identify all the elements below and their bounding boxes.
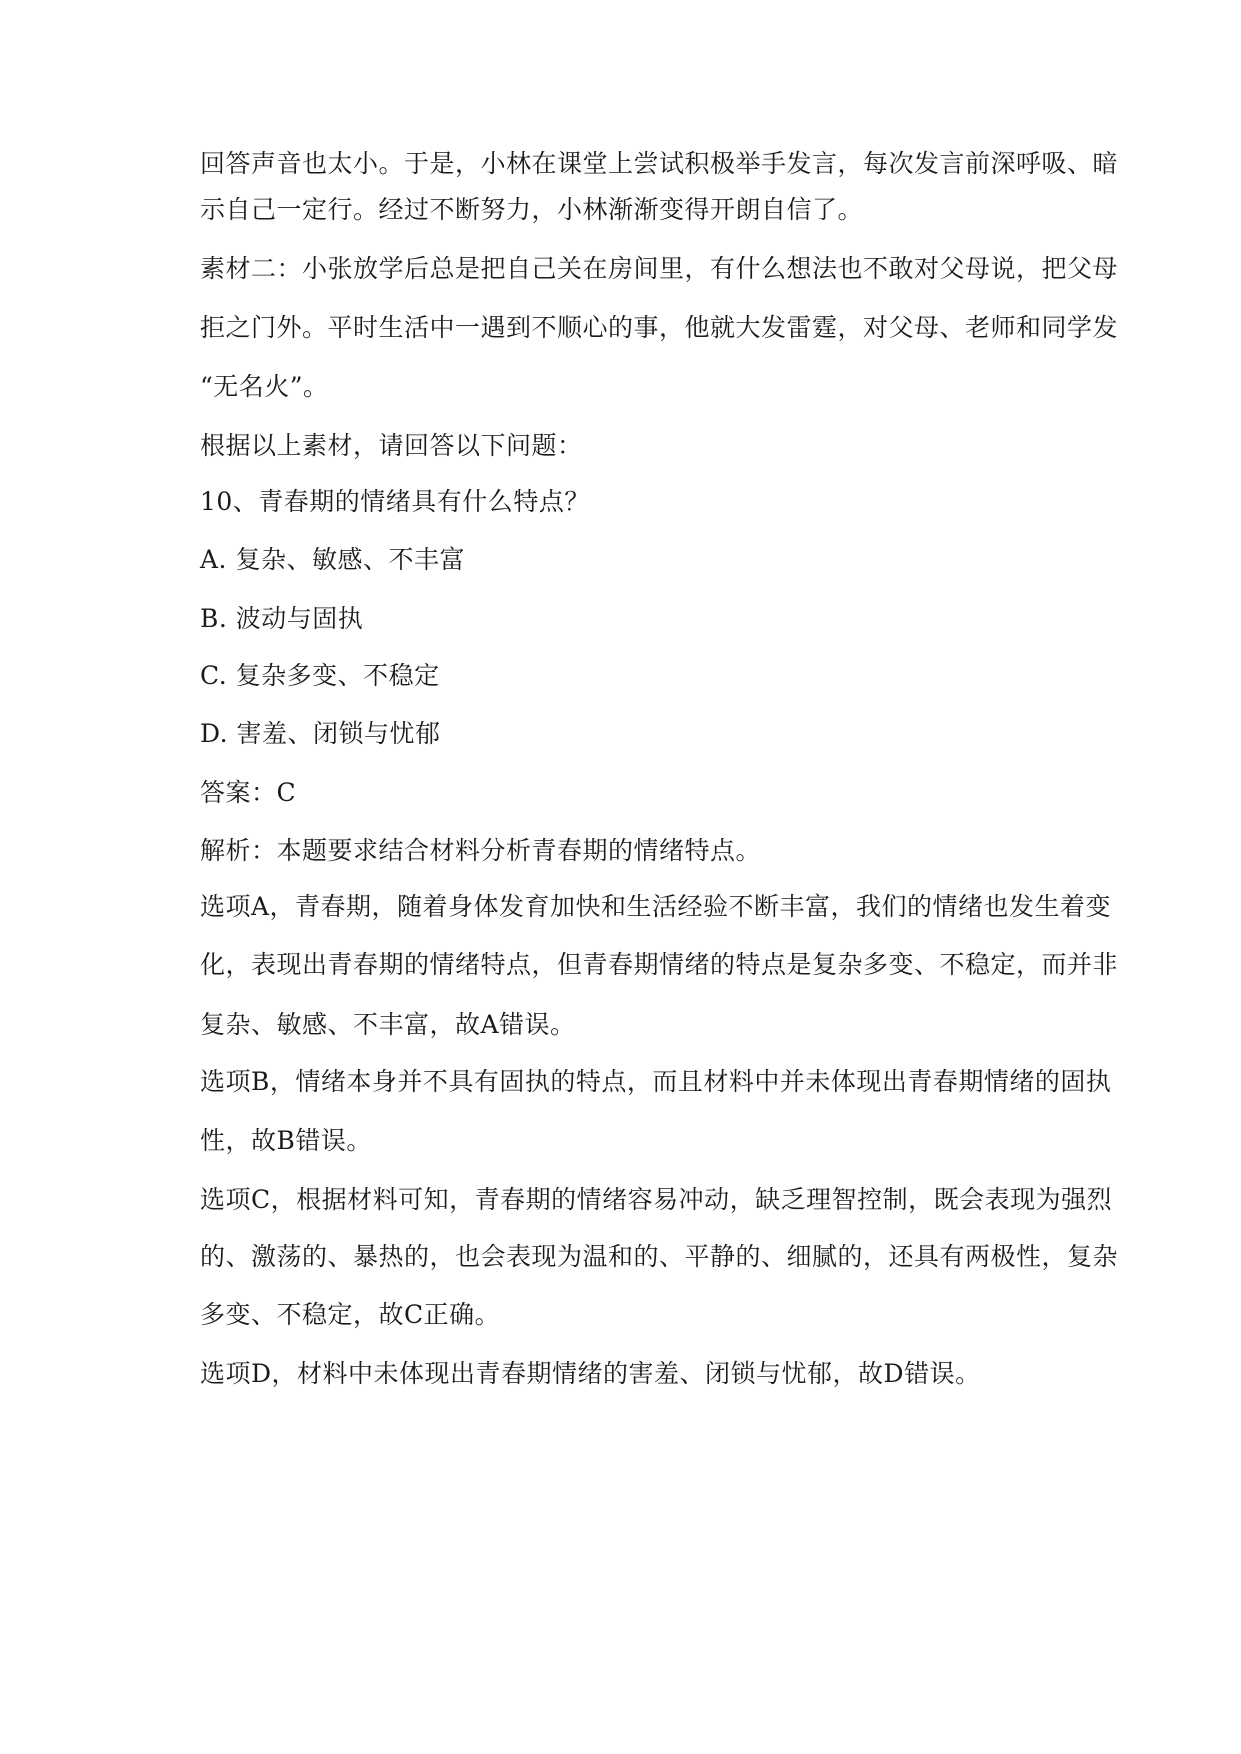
analysis-intro: 解析：本题要求结合材料分析青春期的情绪特点。 bbox=[200, 836, 762, 865]
option-d: D. 害羞、闭锁与忧郁 bbox=[200, 719, 441, 748]
analysis-option-a-line-2: 化，表现出青春期的情绪特点，但青春期情绪的特点是复杂多变、不稳定，而并非 bbox=[200, 950, 1119, 979]
paragraph-material-one-line-1: 回答声音也太小。于是，小林在课堂上尝试积极举手发言，每次发言前深呼吸、暗 bbox=[200, 149, 1119, 178]
paragraph-material-one-line-2: 示自己一定行。经过不断努力，小林渐渐变得开朗自信了。 bbox=[200, 195, 864, 224]
analysis-option-b-line-2: 性，故B错误。 bbox=[200, 1126, 372, 1155]
option-a: A. 复杂、敏感、不丰富 bbox=[200, 545, 465, 574]
analysis-option-a-line-1: 选项A，青春期，随着身体发育加快和生活经验不断丰富，我们的情绪也发生着变 bbox=[200, 892, 1112, 921]
analysis-option-d-line-1: 选项D，材料中未体现出青春期情绪的害羞、闭锁与忧郁，故D错误。 bbox=[200, 1359, 981, 1388]
question-stem: 10、青春期的情绪具有什么特点？ bbox=[200, 487, 590, 516]
analysis-option-b-line-1: 选项B，情绪本身并不具有固执的特点，而且材料中并未体现出青春期情绪的固执 bbox=[200, 1067, 1112, 1096]
paragraph-material-two-line-1: 素材二：小张放学后总是把自己关在房间里，有什么想法也不敢对父母说，把父母 bbox=[200, 254, 1119, 283]
answer-text: 答案：C bbox=[200, 778, 297, 807]
option-b: B. 波动与固执 bbox=[200, 604, 364, 633]
analysis-option-a-line-3: 复杂、敏感、不丰富，故A错误。 bbox=[200, 1010, 576, 1039]
analysis-option-c-line-1: 选项C，根据材料可知，青春期的情绪容易冲动，缺乏理智控制，既会表现为强烈 bbox=[200, 1185, 1113, 1214]
analysis-option-c-line-2: 的、激荡的、暴热的，也会表现为温和的、平静的、细腻的，还具有两极性，复杂 bbox=[200, 1242, 1119, 1271]
instruction-text: 根据以上素材，请回答以下问题： bbox=[200, 431, 583, 460]
option-c: C. 复杂多变、不稳定 bbox=[200, 661, 440, 690]
analysis-option-c-line-3: 多变、不稳定，故C正确。 bbox=[200, 1300, 501, 1329]
paragraph-material-two-line-3: “无名火”。 bbox=[200, 372, 329, 401]
paragraph-material-two-line-2: 拒之门外。平时生活中一遇到不顺心的事，他就大发雷霆，对父母、老师和同学发 bbox=[200, 313, 1119, 342]
